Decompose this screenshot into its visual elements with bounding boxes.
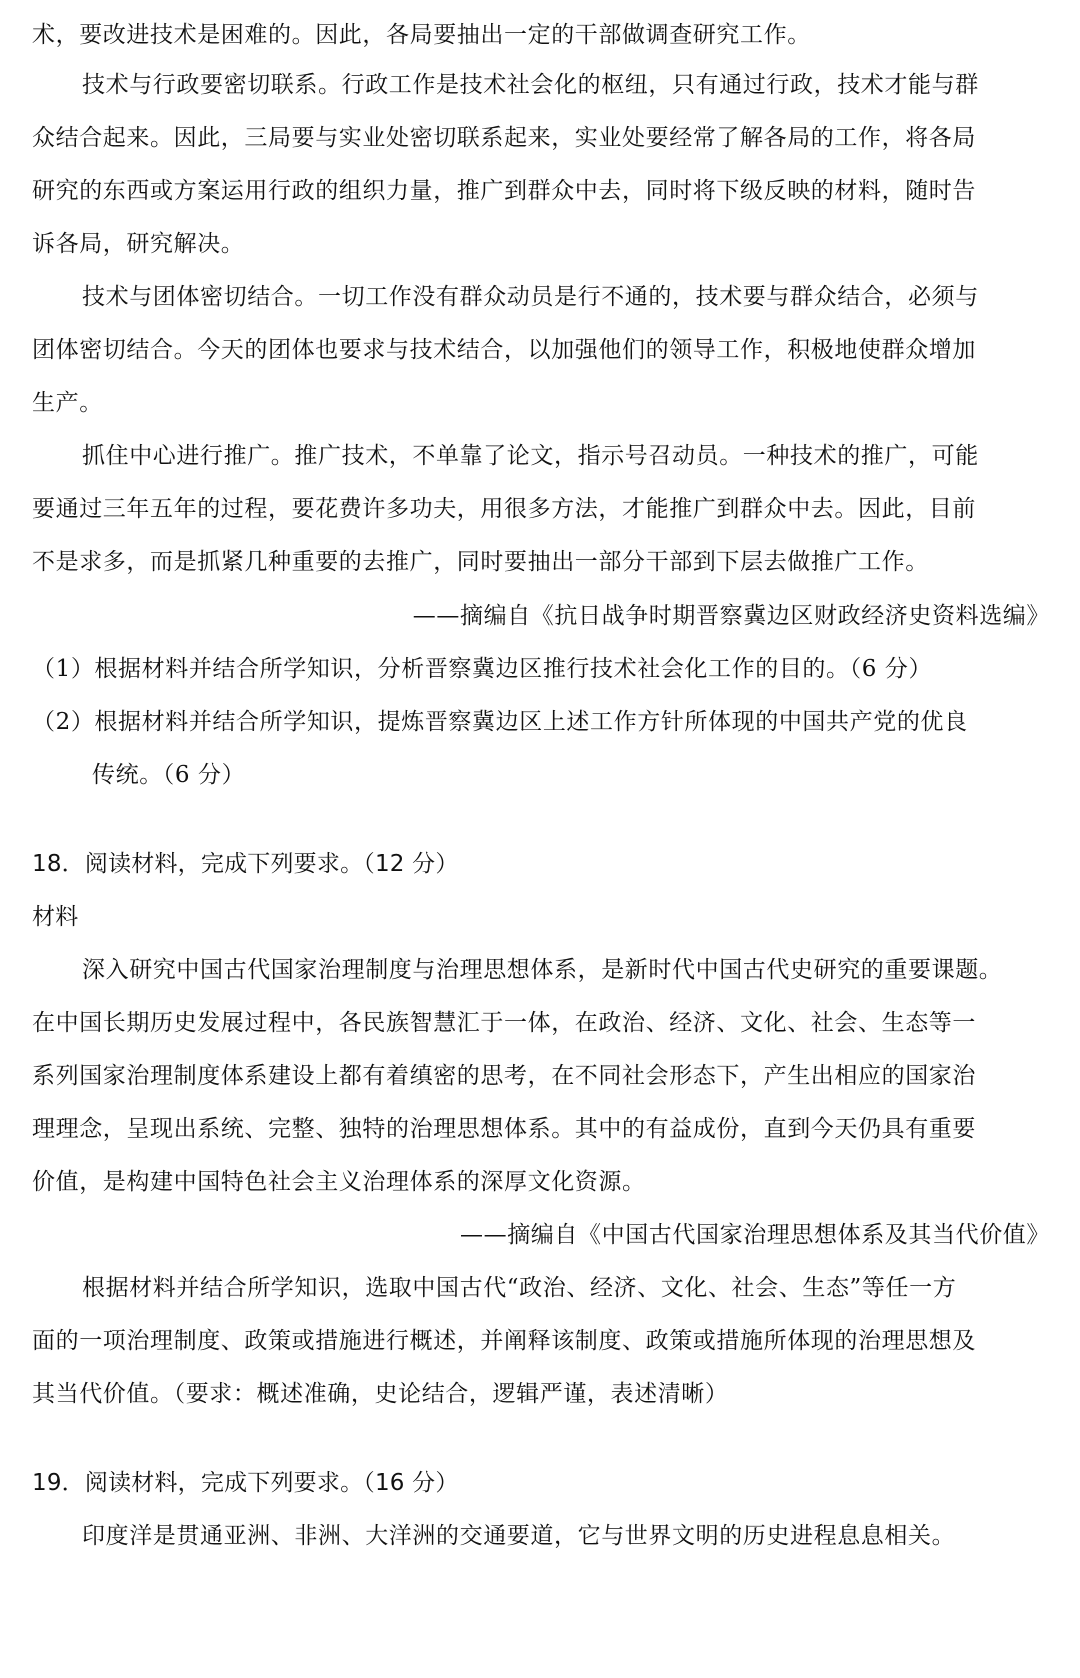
paragraph-line: 在中国长期历史发展过程中，各民族智慧汇于一体，在政治、经济、文化、社会、生态等一 [32, 1010, 976, 1036]
question-line: 根据材料并结合所学知识，选取中国古代“政治、经济、文化、社会、生态”等任一方 [82, 1275, 957, 1301]
paragraph-line: 术，要改进技术是困难的。因此，各局要抽出一定的干部做调查研究工作。 [32, 22, 811, 48]
question-line: 面的一项治理制度、政策或措施进行概述，并阐释该制度、政策或措施所体现的治理思想及 [32, 1328, 976, 1354]
paragraph-line: 价值，是构建中国特色社会主义治理体系的深厚文化资源。 [32, 1169, 646, 1195]
paragraph-line: 深入研究中国古代国家治理制度与治理思想体系，是新时代中国古代史研究的重要课题。 [82, 957, 1003, 983]
section-title: 19．阅读材料，完成下列要求。（16 分） [32, 1470, 459, 1496]
question-line: 其当代价值。（要求：概述准确，史论结合，逻辑严谨，表述清晰） [32, 1381, 729, 1407]
paragraph-line: 技术与行政要密切联系。行政工作是技术社会化的枢纽，只有通过行政，技术才能与群 [82, 72, 979, 98]
paragraph-line: 抓住中心进行推广。推广技术，不单靠了论文，指示号召动员。一种技术的推广，可能 [82, 443, 979, 469]
paragraph-line: 诉各局，研究解决。 [32, 231, 245, 257]
question-item-continuation: 传统。（6 分） [92, 762, 246, 788]
paragraph-line: 不是求多，而是抓紧几种重要的去推广，同时要抽出一部分干部到下层去做推广工作。 [32, 549, 929, 575]
paragraph-line: 系列国家治理制度体系建设上都有着缜密的思考，在不同社会形态下，产生出相应的国家治 [32, 1063, 976, 1089]
paragraph-line: 技术与团体密切结合。一切工作没有群众动员是行不通的，技术要与群众结合，必须与 [82, 284, 979, 310]
paragraph-line: 理理念，呈现出系统、完整、独特的治理思想体系。其中的有益成份，直到今天仍具有重要 [32, 1116, 976, 1142]
question-item: （1）根据材料并结合所学知识，分析晋察冀边区推行技术社会化工作的目的。（6 分） [32, 656, 933, 682]
paragraph-line: 印度洋是贯通亚洲、非洲、大洋洲的交通要道，它与世界文明的历史进程息息相关。 [82, 1523, 956, 1549]
paragraph-line: 众结合起来。因此，三局要与实业处密切联系起来，实业处要经常了解各局的工作，将各局 [32, 125, 976, 151]
paragraph-line: 要通过三年五年的过程，要花费许多功夫，用很多方法，才能推广到群众中去。因此，目前 [32, 496, 976, 522]
question-item: （2）根据材料并结合所学知识，提炼晋察冀边区上述工作方针所体现的中国共产党的优良 [32, 709, 968, 735]
paragraph-line: 团体密切结合。今天的团体也要求与技术结合，以加强他们的领导工作，积极地使群众增加 [32, 337, 976, 363]
source-citation: ——摘编自《抗日战争时期晋察冀边区财政经济史资料选编》 [412, 603, 1050, 629]
paragraph-line: 生产。 [32, 390, 103, 416]
paragraph-line: 研究的东西或方案运用行政的组织力量，推广到群众中去，同时将下级反映的材料，随时告 [32, 178, 976, 204]
source-citation: ——摘编自《中国古代国家治理思想体系及其当代价值》 [460, 1222, 1050, 1248]
section-title: 18．阅读材料，完成下列要求。（12 分） [32, 851, 459, 877]
material-label: 材料 [32, 904, 79, 930]
